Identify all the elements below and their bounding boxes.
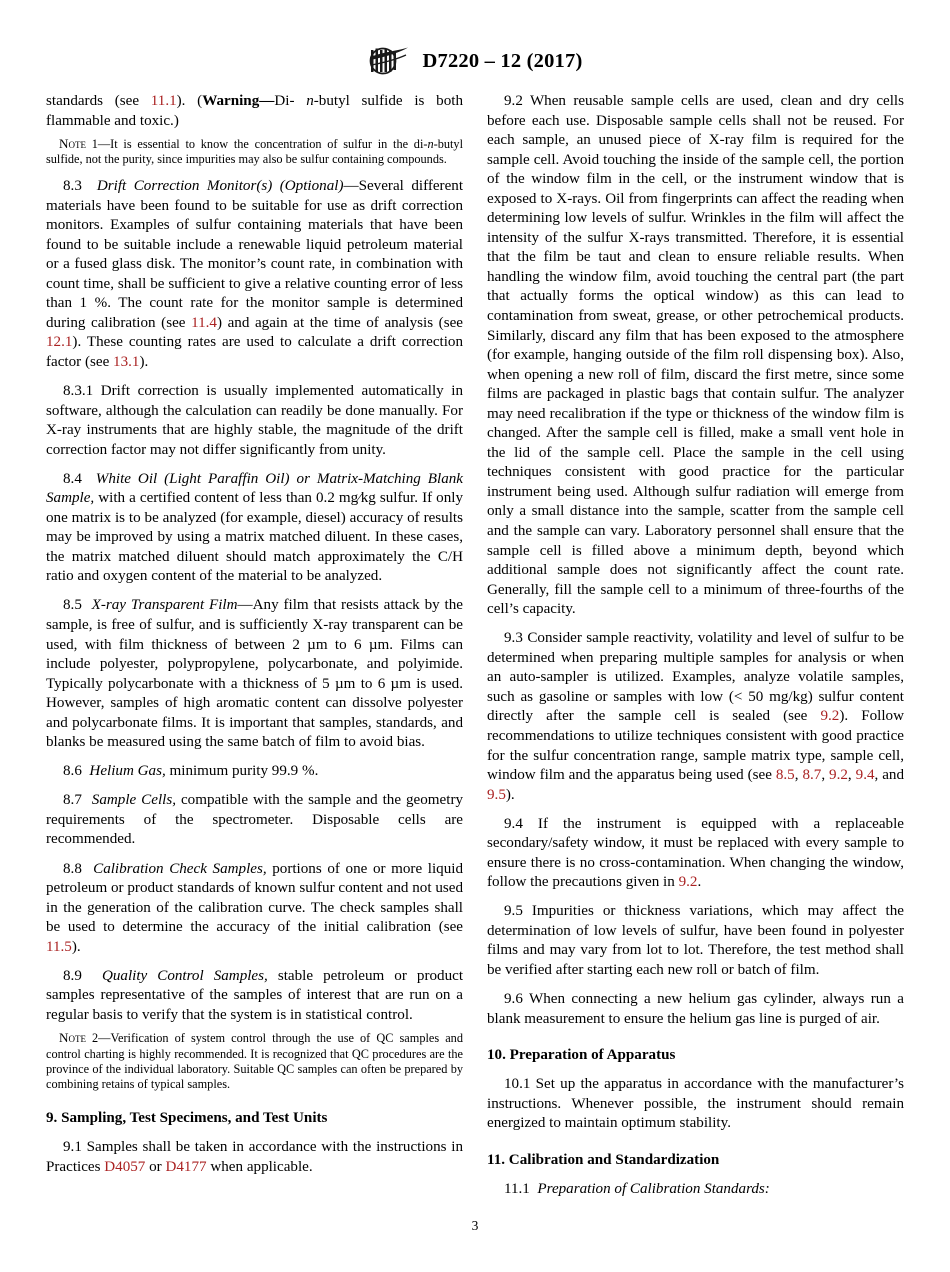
right-column [487,92,904,1199]
ref-9-2[interactable]: 9.2 [820,708,840,725]
section-title: Drift Correction Monitor(s) (Optional) [96,178,344,194]
section-8-3 [46,177,463,372]
ref-12-1[interactable]: 12.1 [46,334,73,351]
text-fragment: —Any film that resists attack by the sample, is free of sulfur, and is sufficiently X-ray transparent can be used, with film thickness of between 2 µm to 6 µm. Films can include polyester, polypropylene, polycarbonate, and polyimide. Typically polycarbonate with a thickness of 5 µm to 6 µm is used. However, samples of high aromatic content can dissolve polyester and polycarbonate films. It is important that samples, standards, and blanks be measured using the same batch of film to avoid bias. [46,597,463,751]
section-9-2 [487,92,904,620]
section-number: 8.5 [63,597,82,614]
section-8-4 [46,470,463,587]
section-8-9 [46,967,463,1026]
section-number: 8.8 [63,860,82,877]
page-number: 3 [471,1218,479,1233]
text-fragment: Set up the apparatus in accordance with the manufacturer’s instructions. Whenever possible, the instrument should remain energized to maintain optimum stability. [487,1076,904,1132]
text-fragment: , and [874,767,905,784]
text-fragment: minimum purity 99.9 %. [165,763,319,780]
section-title: White Oil (Light Paraffin Oil) or Matrix-Matching Blank Sample, [46,470,463,507]
text-fragment: Samples shall be taken in accordance with the instructions in Practices [46,1139,463,1175]
text-fragment: ) and again at the time of analysis (see [216,314,463,331]
ref-8-7[interactable]: 8.7 [802,767,822,784]
ref-d4177[interactable]: D4177 [165,1158,207,1175]
text-fragment: Drift correction is usually implemented automatically in software, although the calculation can readily be done manually. For X-ray instruments that are highly stable, the magnitude of the drift correction factor may not differ significantly from unity. [46,382,463,458]
section-heading-10: 10. Preparation of Apparatus [487,1047,676,1064]
section-number: 8.3.1 [63,382,94,399]
text-fragment: , [794,767,803,784]
section-title: X-ray Transparent Film [91,597,238,614]
ref-13-1[interactable]: 13.1 [113,353,140,370]
ref-11-5[interactable]: 11.5 [46,938,72,955]
section-heading-11: 11. Calibration and Standardization [487,1151,720,1168]
section-8-5 [46,596,463,752]
text-fragment: —Several different materials have been found to be suitable for use as drift correction monitors. Examples of sulfur containing materials that have been found to be suitable include a renewable liquid petroleum material or a fused glass disk. The monitor’s count rate, in combination with count time, shall be sufficient to give a relative counting error of less than 1 %. The count rate for the monitor sample is determined during calibration (see [46,178,464,331]
text-fragment: with a certified content of less than 0.2 mg⁄kg sulfur. If only one matrix is to be analyzed (for example, diesel) accuracy of results may be improved by using a matrix matched diluent. In these cases, the matrix matched diluent should match approximately the C/H ratio and oxygen content of the material to be analyzed. [46,490,463,585]
note-label: Note [59,1030,86,1046]
text-fragment: -butyl sulfide, not the purity, since impurities may also be sulfur containing compounds. [46,137,463,167]
left-column [46,92,463,1199]
section-number: 9.5 [504,903,523,920]
text-fragment: , [821,767,830,784]
section-9-5 [487,902,904,980]
text-fragment: Consider sample reactivity, volatility and level of sulfur to be determined when preparing multiple samples for analysis or when an auto-sampler is utilized. Examples, analyze volatile samples, such as gasoline or samples with low (< 50 mg/kg) sulfur content directly after the sample cell is sealed (see [487,630,904,725]
ref-9-2b[interactable]: 9.2 [829,767,848,784]
note-number: 1— [85,137,111,152]
section-number: 8.3 [63,178,82,194]
section-8-8 [46,860,463,958]
section-9-3 [487,629,904,805]
ref-d4057[interactable]: D4057 [104,1158,146,1175]
text-fragment: or [145,1158,166,1175]
text-fragment: , [847,767,856,784]
section-9-1 [46,1138,463,1177]
text-fragment: Di- [274,93,307,109]
text-fragment: ). These counting rates are used to calculate a drift correction factor (see [46,334,463,370]
section-number: 10.1 [504,1076,531,1093]
section-number: 8.9 [63,967,82,984]
italic-n: n [306,93,314,109]
two-column-body [46,92,904,1199]
note-number: 2— [85,1031,111,1046]
text-fragment: ). Follow recommendations to utilize techniques consistent with good practice for the sulfur concentration range, sample matrix type, sample cell, window film and the apparatus being used (see [487,708,904,784]
section-11-1 [487,1180,904,1200]
text-fragment: ). [139,353,149,370]
text-fragment: when applicable. [206,1158,313,1175]
text-fragment: ). [71,938,81,955]
paragraph-standards [46,92,463,131]
text-fragment: When reusable sample cells are used, clean and dry cells before each use. Disposable sample cells shall not be reused. For each sample, an unused piece of X-ray film is required for the sample cell. Avoid touching the inside of the sample cell, the portion of the window film in the cell, or the instrument window that is exposed to X-rays. Oil from fingerprints can affect the reading when determining low levels of sulfur. Wrinkles in the film will affect the intensity of the sulfur X-rays transmitted. Therefore, it is essential that the film be taut and clean to ensure reliable results. When handling the window film, avoid touching the central part (the part that actually forms the optical window) as this can lead to contamination from sweat, grease, or other petrochemical products. Similarly, discard any film that has been exposed to the atmosphere (for example, hanging outside of the film roll dispensing box). Also, when opening a new roll of film, discard the first metre, since some films are packaged in plastic bags that contain sulfur. The analyzer may need recalibration if the type or thickness of the window film is changed. After the sample cell is filled, make a small vent hole in the lid of the sample cell. Place the sample in the cell using techniques consistent with good practice for the particular instrument being used. Although sulfur radiation will emerge from only a small distance into the sample, scatter from the sample cell and the sample can vary. Laboratory personnel shall ensure that the sample cell is filled above a minimum depth, beyond which additional sample does not significantly affect the count rate. Generally, fill the sample cell to a minimum of three-fourths of the cell’s capacity. [487,93,904,618]
ref-9-4[interactable]: 9.4 [855,767,875,784]
note-label: Note [59,136,86,152]
italic-n: n [427,137,434,152]
section-number: 9.3 [504,630,523,647]
text-fragment: ). [505,786,515,803]
section-9-4 [487,815,904,893]
warning-label: Warning— [202,93,275,109]
note-1 [46,136,463,167]
section-8-3-1 [46,382,463,460]
text-fragment: Impurities or thickness variations, which may affect the determination of low levels of sulfur, have been found in polyester films and may vary from lot to lot. Therefore, the test method shall be verified after starting each new roll or batch of film. [487,903,904,979]
section-8-7 [46,791,463,850]
section-9-6 [487,990,904,1029]
section-number: 9.6 [504,991,523,1008]
text-fragment: If the instrument is equipped with a replaceable secondary/safety window, it must be replaced with every sample to ensure there is no cross-contamination. When changing the window, follow the precautions given in [487,815,904,891]
text-fragment: It is essential to know the concentration of sulfur in the di- [110,137,428,152]
ref-8-5[interactable]: 8.5 [775,767,795,784]
text-fragment: stable petroleum or product samples representative of the samples of interest that are run on a regular basis to verify that the system is in statistical control. [46,967,464,1023]
section-8-6 [46,762,463,782]
text-fragment: When connecting a new helium gas cylinder, always run a blank measurement to ensure the helium gas line is purged of air. [487,991,904,1027]
note-2 [46,1030,463,1092]
text-fragment: standards (see [46,93,151,109]
ref-11-1[interactable]: 11.1 [150,93,177,109]
text-fragment: compatible with the sample and the geometry requirements of the spectrometer. Disposable cells are recommended. [46,792,464,848]
text-fragment: ). ( [176,93,203,109]
section-number: 9.4 [504,815,523,832]
document-designation: D7220 – 12 (2017) [422,49,583,72]
ref-9-5[interactable]: 9.5 [487,786,506,803]
section-10-1 [487,1075,904,1134]
text-fragment: Verification of system control through the use of QC samples and control charting is highly recommended. It is recognized that QC procedures are the province of the individual laboratory. Suitable QC samples can often be prepared by combining retains of typical samples. [46,1031,463,1091]
section-number: 8.4 [63,470,82,487]
page-header [0,46,950,76]
section-number: 8.6 [63,763,82,780]
section-number: 9.2 [504,93,523,109]
text-fragment: -butyl sulfide is both flammable and toxic.) [46,93,463,129]
section-number: 8.7 [63,792,82,809]
section-title: Calibration Check Samples, [93,860,267,877]
ref-9-2c[interactable]: 9.2 [678,874,698,891]
section-title: Quality Control Samples, [101,967,268,984]
section-title: Preparation of Calibration Standards: [537,1180,770,1197]
text-fragment: portions of one or more liquid petroleum or product standards of known sulfur content and not used in the generation of the calibration curve. The check samples shall be used to determine the accuracy of the initial calibration (see [46,860,464,936]
section-title: Sample Cells, [91,792,176,809]
astm-logo-icon [368,46,410,76]
ref-11-4[interactable]: 11.4 [191,314,217,331]
section-heading-9: 9. Sampling, Test Specimens, and Test Units [46,1110,328,1127]
section-number: 11.1 [504,1180,530,1197]
section-title: Helium Gas, [89,763,166,780]
text-fragment: . [697,874,702,891]
section-number: 9.1 [63,1139,82,1156]
